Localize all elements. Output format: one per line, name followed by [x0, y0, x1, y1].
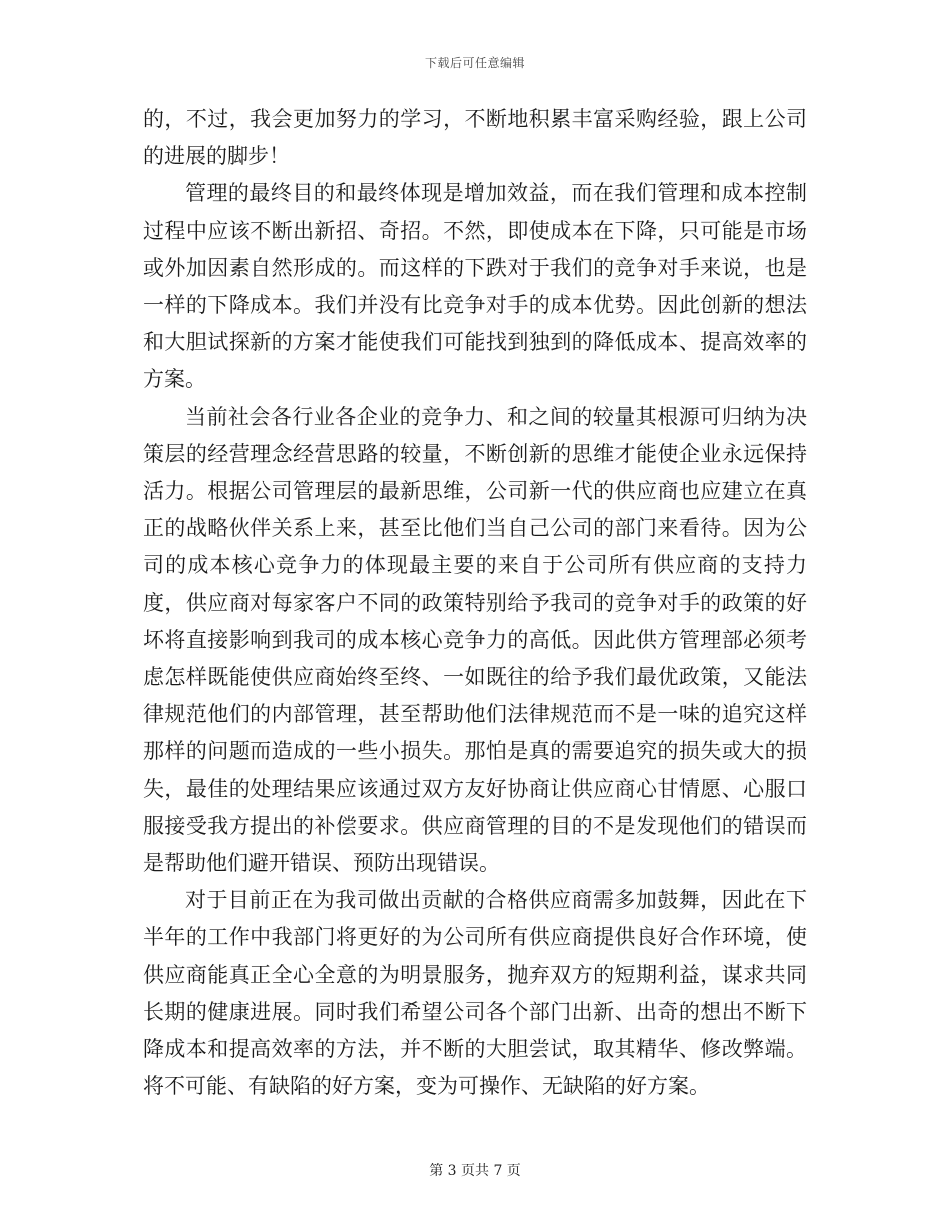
page-header: 下载后可任意编辑	[424, 56, 525, 70]
paragraph-1: 的，不过，我会更加努力的学习，不断地积累丰富采购经验，跟上公司的进展的脚步！	[143, 107, 807, 169]
page-number-footer: 第 3 页共 7 页	[429, 1163, 521, 1179]
paragraph-2: 管理的最终目的和最终体现是增加效益，而在我们管理和成本控制过程中应该不断出新招、奇招。不然，即使成本在下降，只可能是市场或外加因素自然形成的。而这样的下跌对于我们的竞争对手来说，也是一样的下降成本。我们并没有比竞争对手的成本优势。因此创新的想法和大胆试探新的方案才能使我们可能找到独到的降低成本、提高效率的方案。	[143, 181, 807, 392]
paragraph-3: 当前社会各行业各企业的竞争力、和之间的较量其根源可归纳为决策层的经营理念经营思路的较量，不断创新的思维才能使企业永远保持活力。根据公司管理层的最新思维，公司新一代的供应商也应建立在真正的战略伙伴关系上来，甚至比他们当自己公司的部门来看待。因为公司的成本核心竞争力的体现最主要的来自于公司所有供应商的支持力度，供应商对每家客户不同的政策特别给予我司的竞争对手的政策的好坏将直接影响到我司的成本核心竞争力的高低。因此供方管理部必须考虑怎样既能使供应商始终至终、一如既往的给予我们最优政策，又能法律规范他们的内部管理，甚至帮助他们法律规范而不是一味的追究这样那样的问题而造成的一些小损失。那怕是真的需要追究的损失或大的损失，最佳的处理结果应该通过双方友好协商让供应商心甘情愿、心服口服接受我方提出的补偿要求。供应商管理的目的不是发现他们的错误而是帮助他们避开错误、预防出现错误。	[143, 404, 807, 876]
document-body	[143, 101, 807, 1105]
paragraph-4: 对于目前正在为我司做出贡献的合格供应商需多加鼓舞，因此在下半年的工作中我部门将更好的为公司所有供应商提供良好合作环境，使供应商能真正全心全意的为明景服务，抛弃双方的短期利益，谋求共同长期的健康进展。同时我们希望公司各个部门出新、出奇的想出不断下降成本和提高效率的方法，并不断的大胆尝试，取其精华、修改弊端。将不可能、有缺陷的好方案，变为可操作、无缺陷的好方案。	[143, 888, 807, 1099]
